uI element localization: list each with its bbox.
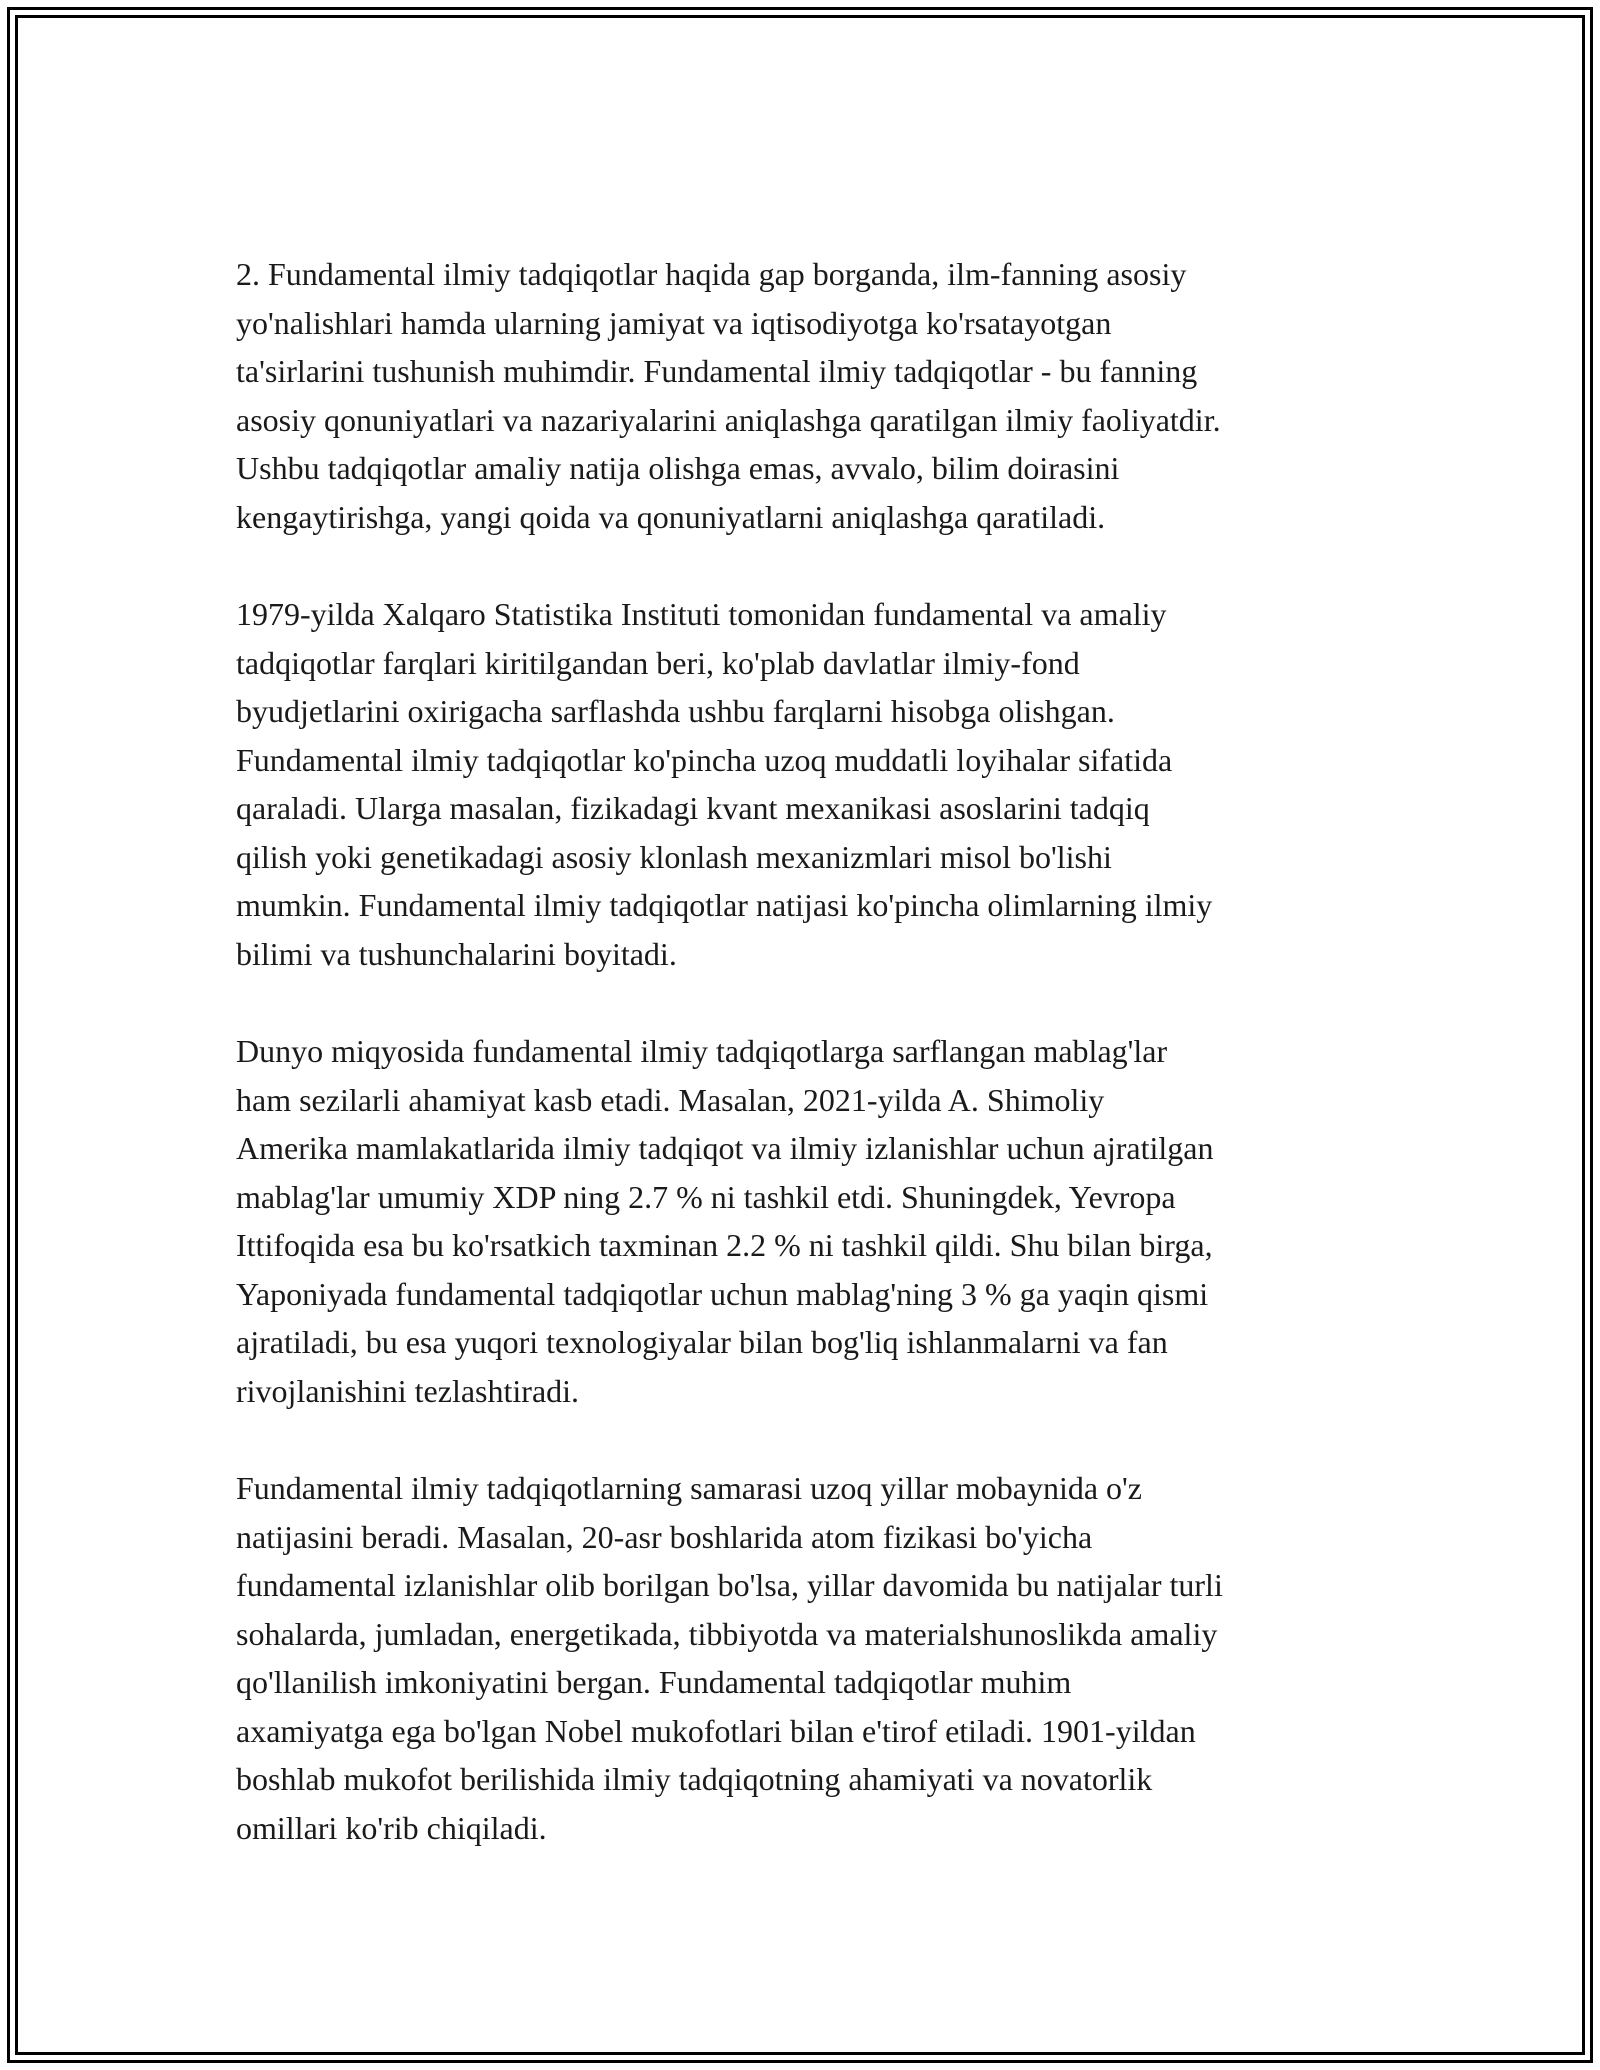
document-body [236, 250, 1376, 1852]
text-line: Ushbu tadqiqotlar amaliy natija olishga emas, avvalo, bilim doirasini [236, 450, 1120, 486]
paragraph-2 [236, 590, 1376, 978]
text-line: Yaponiyada fundamental tadqiqotlar uchun mablag'ning 3 % ga yaqin qismi [236, 1275, 1209, 1312]
text-line: Fundamental ilmiy tadqiqotlarning samarasi uzoq yillar mobaynida o'z [236, 1470, 1142, 1506]
text-line: tadqiqotlar farqlari kiritilgandan beri, ko'plab davlatlar ilmiy-fond [236, 644, 1080, 681]
text-line: bilimi va tushunchalarini boyitadi. [236, 935, 677, 972]
text-line: Amerika mamlakatlarida ilmiy tadqiqot va ilmiy izlanishlar uchun ajratilgan [236, 1130, 1214, 1166]
text-line: ham sezilarli ahamiyat kasb etadi. Masalan, 2021-yilda A. Shimoliy [236, 1081, 1105, 1118]
text-line: asosiy qonuniyatlari va nazariyalarini aniqlashga qaratilgan ilmiy faoliyatdir. [236, 401, 1221, 438]
text-line: boshlab mukofot berilishida ilmiy tadqiqotning ahamiyati va novatorlik [236, 1761, 1153, 1797]
text-line: byudjetlarini oxirigacha sarflashda ushbu farqlarni hisobga olishgan. [236, 693, 1115, 729]
text-line: natijasini beradi. Masalan, 20-asr boshlarida atom fizikasi bo'yicha [236, 1518, 1093, 1555]
text-line: omillari ko'rib chiqiladi. [236, 1809, 547, 1846]
text-line: 2. Fundamental ilmiy tadqiqotlar haqida gap borganda, ilm-fanning asosiy [236, 256, 1187, 292]
text-line: ta'sirlarini tushunish muhimdir. Fundamental ilmiy tadqiqotlar - bu fanning [236, 353, 1198, 389]
text-line: 1979-yilda Xalqaro Statistika Instituti tomonidan fundamental va amaliy [236, 596, 1167, 632]
text-line: fundamental izlanishlar olib borilgan bo'lsa, yillar davomida bu natijalar turli [236, 1567, 1223, 1603]
text-line: qo'llanilish imkoniyatini bergan. Fundamental tadqiqotlar muhim [236, 1664, 1072, 1700]
text-line: ajratiladi, bu esa yuqori texnologiyalar bilan bog'liq ishlanmalarni va fan [236, 1324, 1168, 1360]
paragraph-3 [236, 1027, 1376, 1415]
paragraph-4 [236, 1464, 1376, 1852]
text-line: yo'nalishlari hamda ularning jamiyat va iqtisodiyotga ko'rsatayotgan [236, 304, 1112, 341]
paragraph-1 [236, 250, 1376, 541]
text-line: sohalarda, jumladan, energetikada, tibbiyotda va materialshunoslikda amaliy [236, 1615, 1218, 1652]
text-line: axamiyatga ega bo'lgan Nobel mukofotlari bilan e'tirof etiladi. 1901-yildan [236, 1712, 1196, 1749]
text-line: mablag'lar umumiy XDP ning 2.7 % ni tashkil etdi. Shuningdek, Yevropa [236, 1178, 1176, 1215]
text-line: qilish yoki genetikadagi asosiy klonlash mexanizmlari misol bo'lishi [236, 838, 1112, 875]
text-line: Dunyo miqyosida fundamental ilmiy tadqiqotlarga sarflangan mablag'lar [236, 1033, 1168, 1069]
text-line: kengaytirishga, yangi qoida va qonuniyatlarni aniqlashga qaratiladi. [236, 498, 1106, 535]
text-line: Ittifoqida esa bu ko'rsatkich taxminan 2.2 % ni tashkil qildi. Shu bilan birga, [236, 1227, 1213, 1263]
text-line: Fundamental ilmiy tadqiqotlar ko'pincha uzoq muddatli loyihalar sifatida [236, 741, 1173, 778]
text-line: qaraladi. Ularga masalan, fizikadagi kvant mexanikasi asoslarini tadqiq [236, 790, 1150, 826]
text-line: rivojlanishini tezlashtiradi. [236, 1372, 580, 1409]
text-line: mumkin. Fundamental ilmiy tadqiqotlar natijasi ko'pincha olimlarning ilmiy [236, 887, 1213, 923]
